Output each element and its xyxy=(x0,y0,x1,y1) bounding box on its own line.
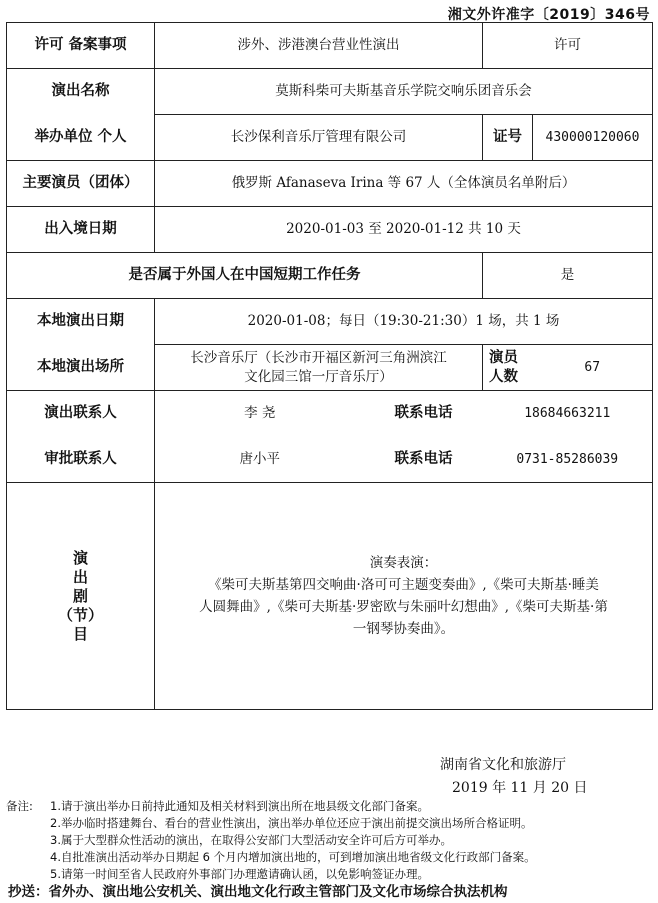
program-label-char: 出 xyxy=(72,567,88,586)
main-performers-value: 俄罗斯 Afanaseva Irina 等 67 人（全体演员名单附后） xyxy=(155,161,653,207)
row-short-term-work xyxy=(7,253,653,299)
performance-name-value: 莫斯科柴可夫斯基音乐学院交响乐团音乐会 xyxy=(155,69,653,115)
row-permit-type xyxy=(7,23,653,69)
program-label-char: 目 xyxy=(72,624,88,643)
contact-phone-label: 联系电话 xyxy=(365,391,483,437)
venue-value-line1: 长沙音乐厅（长沙市开福区新河三角洲滨江 xyxy=(190,349,447,366)
venue-label: 本地演出场所 xyxy=(7,345,155,391)
organizer-label: 举办单位 个人 xyxy=(7,115,155,161)
local-dates-value: 2020-01-08；每日（19:30-21:30）1 场，共 1 场 xyxy=(155,299,653,345)
issue-date: 2019 年 11 月 20 日 xyxy=(452,780,588,796)
approver-label: 审批联系人 xyxy=(7,437,155,483)
permit-table xyxy=(6,22,653,710)
local-dates-label: 本地演出日期 xyxy=(7,299,155,345)
program-line: 《柴可夫斯基第四交响曲·洛可可主题变奏曲》,《柴可夫斯基·睡美 xyxy=(208,577,599,593)
venue-value-line2: 文化园三馆一厅音乐厅） xyxy=(244,368,393,385)
program-intro: 演奏表演： xyxy=(369,555,438,571)
main-performers-label: 主要演员（团体） xyxy=(7,161,155,207)
contact-label: 演出联系人 xyxy=(7,391,155,437)
row-organizer xyxy=(7,115,653,161)
row-local-dates xyxy=(7,299,653,345)
notes-list xyxy=(6,798,652,883)
program-label-char: （节） xyxy=(57,605,103,624)
notes-heading: 备注: xyxy=(6,799,33,813)
row-approver xyxy=(7,437,653,483)
short-term-work-value: 是 xyxy=(483,253,653,299)
contact-phone: 18684663211 xyxy=(483,391,653,437)
row-entry-exit-dates xyxy=(7,207,653,253)
cert-number: 430000120060 xyxy=(533,115,653,161)
note-item: 2.举办临时搭建舞台、看台的营业性演出，演出举办单位还应于演出前提交演出场所合格证明。 xyxy=(50,816,533,830)
permit-type-label: 许可 备案事项 xyxy=(7,23,155,69)
note-item: 4.自批准演出活动举办日期起 6 个月内增加演出地的，可到增加演出地省级文化行政部门备案。 xyxy=(50,850,536,864)
program-label-char: 演 xyxy=(72,548,88,567)
note-item: 1.请于演出举办日前持此通知及相关材料到演出所在地县级文化部门备案。 xyxy=(50,799,429,813)
permit-status: 许可 xyxy=(483,23,653,69)
note-item: 3.属于大型群众性活动的演出，在取得公安部门大型活动安全许可后方可举办。 xyxy=(50,833,452,847)
venue-value xyxy=(155,345,483,391)
entry-exit-dates-label: 出入境日期 xyxy=(7,207,155,253)
document-number: 湘文外许准字〔2019〕346号 xyxy=(447,7,650,23)
row-program xyxy=(7,483,653,710)
note-item: 5.请第一时间至省人民政府外事部门办理邀请确认函，以免影响签证办理。 xyxy=(50,867,429,881)
cert-label: 证号 xyxy=(483,115,533,161)
cc-line: 抄送：省外办、演出地公安机关、演出地文化行政主管部门及文化市场综合执法机构 xyxy=(8,884,508,900)
short-term-work-label: 是否属于外国人在中国短期工作任务 xyxy=(7,253,483,299)
program-label xyxy=(7,483,155,710)
row-main-performers xyxy=(7,161,653,207)
program-line: 人圆舞曲》,《柴可夫斯基·罗密欧与朱丽叶幻想曲》,《柴可夫斯基·第 xyxy=(199,599,608,615)
program-label-char: 剧 xyxy=(72,586,88,605)
permit-type-value: 涉外、涉港澳台营业性演出 xyxy=(155,23,483,69)
performer-count-label: 演员人数 xyxy=(483,345,533,391)
contact-name: 李 尧 xyxy=(155,391,365,437)
row-contact xyxy=(7,391,653,437)
performer-count: 67 xyxy=(533,345,653,391)
performance-name-label: 演出名称 xyxy=(7,69,155,115)
notes-section xyxy=(6,798,652,883)
entry-exit-dates-value: 2020-01-03 至 2020-01-12 共 10 天 xyxy=(155,207,653,253)
issuing-authority: 湖南省文化和旅游厅 xyxy=(440,757,566,773)
row-performance-name xyxy=(7,69,653,115)
row-venue xyxy=(7,345,653,391)
organizer-value: 长沙保利音乐厅管理有限公司 xyxy=(155,115,483,161)
approver-name: 唐小平 xyxy=(155,437,365,483)
approver-phone-label: 联系电话 xyxy=(365,437,483,483)
approver-phone: 0731-85286039 xyxy=(483,437,653,483)
program-content xyxy=(155,483,653,710)
program-line: 一钢琴协奏曲》。 xyxy=(352,621,455,637)
